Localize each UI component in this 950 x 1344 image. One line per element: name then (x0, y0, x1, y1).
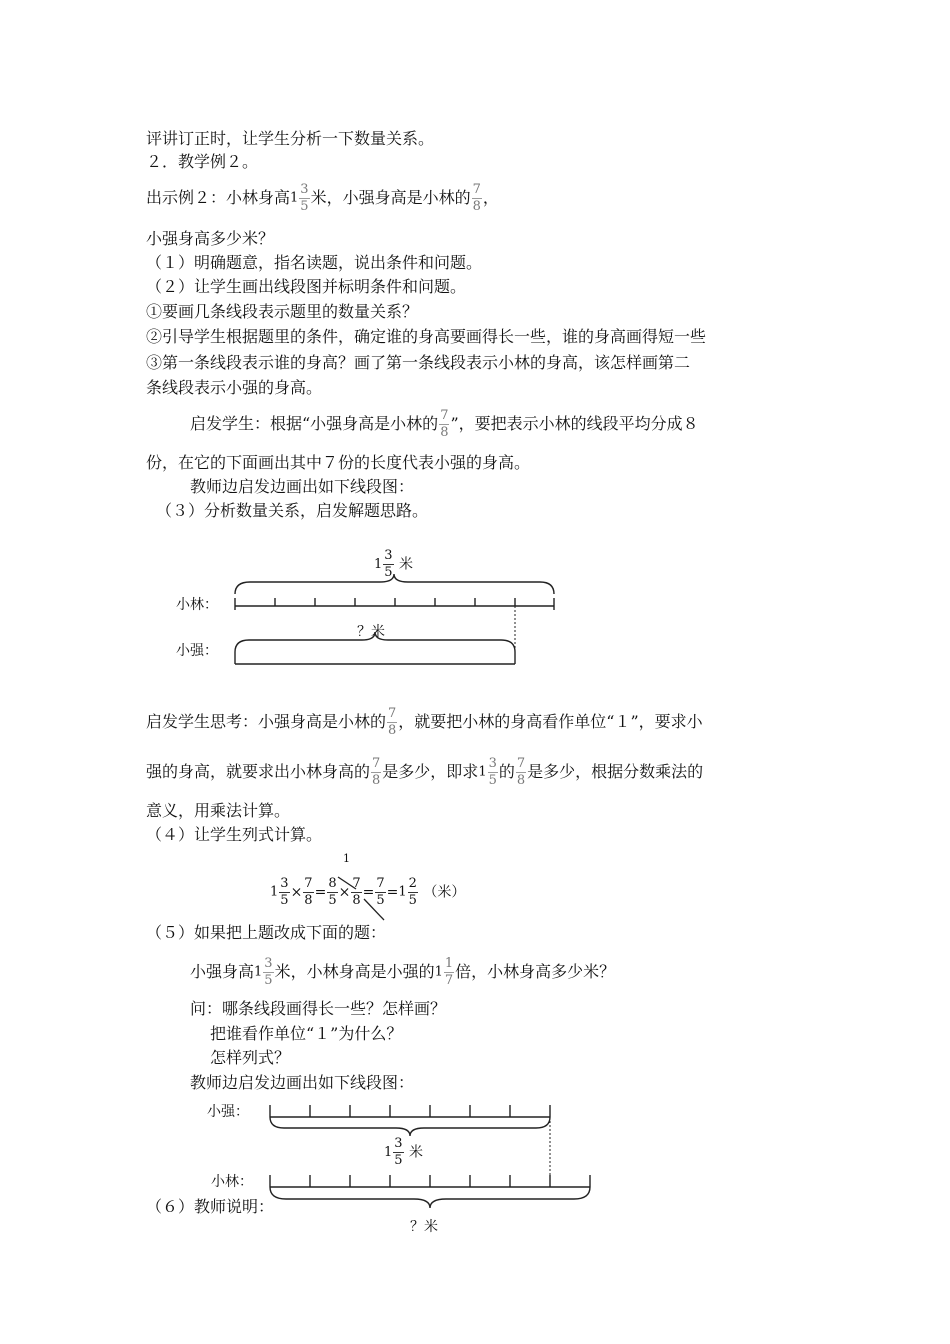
text-line: （６）教师说明： (146, 1197, 275, 1216)
text-line: （４）让学生列式计算。 (146, 825, 323, 844)
calculation: 1 $\frac{3}{5}$ × $\frac{7}{8}$ = $\frac{8}{5}$ × $\frac{7}{8}$ = $\frac{7}{5}$ =1 $\frac{2}{5}$ （米） (270, 876, 466, 908)
diagram1-total-label: 1 $\frac{3}{5}$ 米 (374, 548, 414, 580)
text-line: ②引导学生根据题里的条件，确定谁的身高要画得长一些，谁的身高画得短一些 (146, 327, 707, 346)
diagram1 (235, 574, 554, 664)
diagram1-row2-label: 小强： (176, 643, 218, 659)
diagram1-top-brace (235, 574, 554, 594)
diagram2-mid-label: 1 $\frac{3}{5}$ 米 (384, 1136, 424, 1168)
diagram2-bottom-label: ？米 (410, 1219, 438, 1235)
text-line: （２）让学生画出线段图并标明条件和问题。 (146, 277, 467, 296)
text-line: ①要画几条线段表示题里的数量关系？ (146, 302, 419, 321)
text-line: ③第一条线段表示谁的身高？画了第一条线段表示小林的身高，该怎样画第二 (146, 353, 691, 372)
diagram2-ticks-row2 (270, 1175, 590, 1187)
section-heading: ２．教学例２。 (146, 152, 259, 171)
diagram1-unknown-label: ？米 (357, 624, 385, 640)
hint-line: 启发学生：根据“小强身高是小林的 $\frac{7}{8}$ ”，要把表示小林的线段平均分成８ (190, 408, 699, 440)
analysis-line: 启发学生思考：小强身高是小林的 $\frac{7}{8}$ ，就要把小林的身高看作单位“１”，要求小 (146, 706, 703, 738)
analysis-line: 强的身高，就要求出小林身高的 $\frac{7}{8}$ 是多少，即求1 $\frac{3}{5}$ 的 $\frac{7}{8}$ 是多少，根据分数乘法的 (146, 756, 704, 788)
text-line: 评讲订正时，让学生分析一下数量关系。 (146, 129, 435, 148)
text-line: 条线段表示小强的身高。 (146, 378, 323, 397)
text-line: 份，在它的下面画出其中７份的长度代表小强的身高。 (146, 453, 531, 472)
text-line: 教师边启发边画出如下线段图： (190, 1073, 415, 1092)
text-line: 怎样列式？ (210, 1048, 291, 1067)
text-line: （５）如果把上题改成下面的题： (146, 923, 387, 942)
diagram2 (270, 1105, 590, 1208)
example-statement: 出示例２：小林身高1 $\frac{3}{5}$ 米，小强身高是小林的 $\frac{7}{8}$ ， (146, 182, 499, 214)
diagram1-mid-brace (235, 632, 515, 652)
diagram2-row2-label: 小林： (211, 1174, 253, 1190)
text-line: 把谁看作单位“１”为什么？ (210, 1024, 403, 1043)
text-line: 意义，用乘法计算。 (146, 801, 291, 820)
diagram2-row1-label: 小强： (207, 1104, 249, 1120)
diagram1-ticks (235, 598, 554, 610)
text-line: （３）分析数量关系，启发解题思路。 (156, 501, 429, 520)
diagram2-brace-row1 (270, 1117, 550, 1136)
calc-cancel-result: 1 (343, 852, 350, 865)
diagram1-row1-label: 小林： (176, 597, 218, 613)
diagram2-ticks-row1 (270, 1105, 550, 1117)
text-line: 问：哪条线段画得长一些？怎样画？ (190, 999, 447, 1018)
problem-statement: 小强身高1 $\frac{3}{5}$ 米，小林身高是小强的1 $\frac{1}{7}$ 倍，小林身高多少米？ (190, 956, 616, 988)
text-line: 教师边启发边画出如下线段图： (190, 477, 415, 496)
text-line: （１）明确题意，指名读题，说出条件和问题。 (146, 253, 483, 272)
text-line: 小强身高多少米？ (146, 229, 275, 248)
diagram2-brace-row2 (270, 1187, 590, 1208)
